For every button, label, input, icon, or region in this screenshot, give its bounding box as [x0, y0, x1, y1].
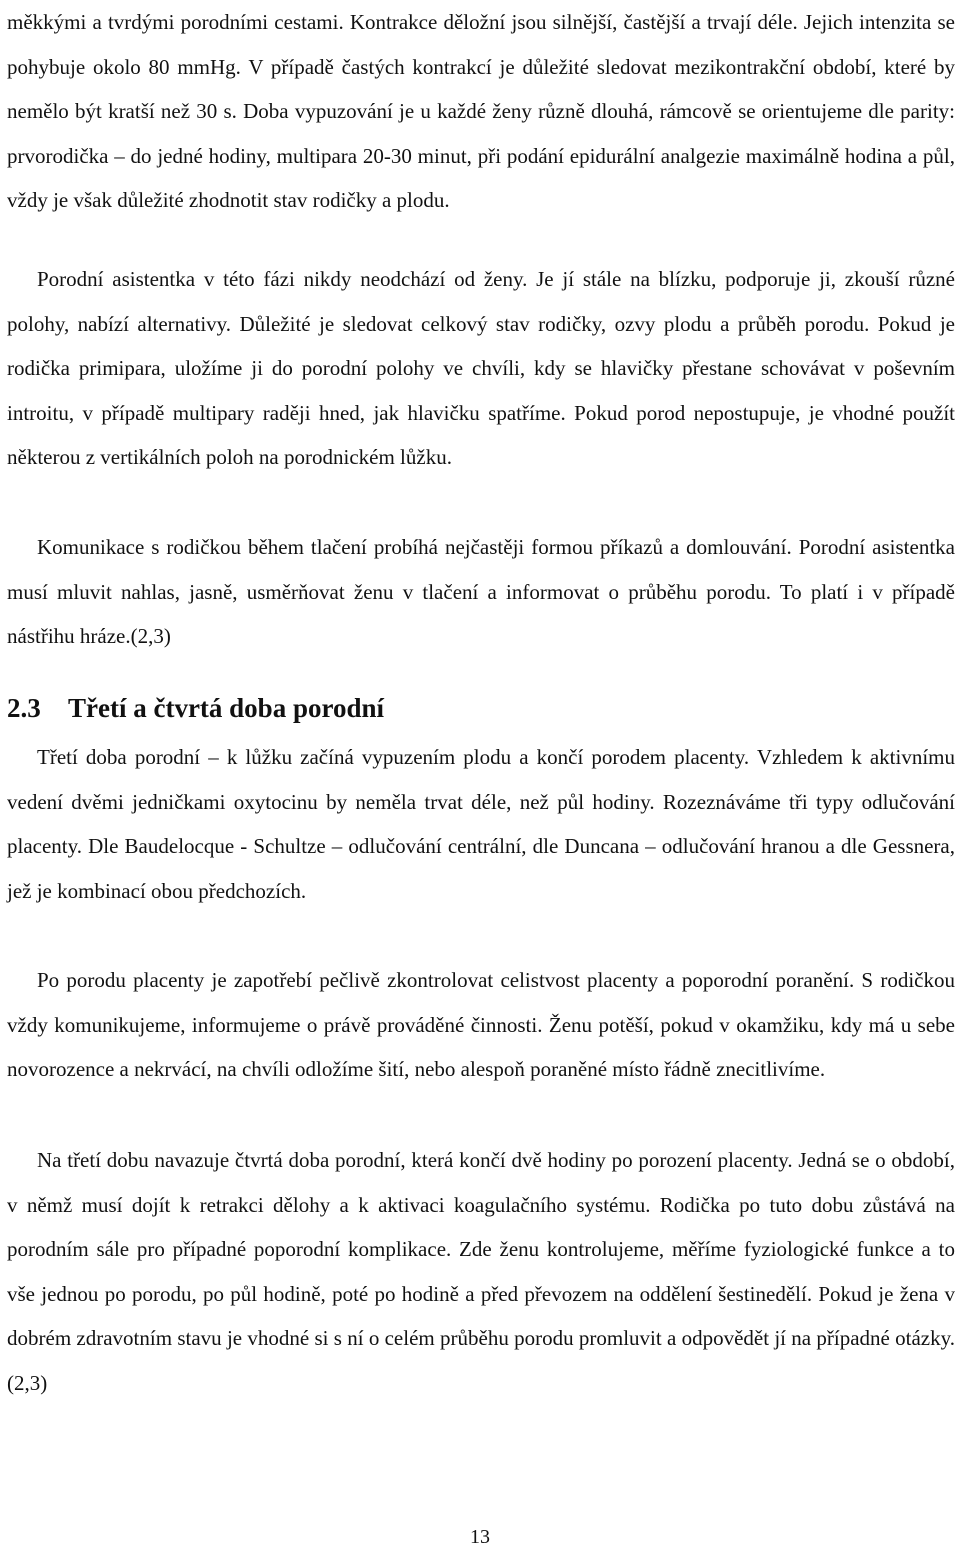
- section-title: Třetí a čtvrtá doba porodní: [68, 693, 384, 723]
- paragraph: Po porodu placenty je zapotřebí pečlivě zkontrolovat celistvost placenty a poporodní poranění. S rodičkou vždy komunikujeme, informujeme o právě prováděné činnosti. Ženu potěší, pokud v okamžiku, kdy má u sebe novorozence a nekrvácí, na chvíli odložíme šití, nebo alespoň poraněné místo řádně znecitlivíme.: [7, 968, 955, 1082]
- page-number: 13: [470, 1526, 490, 1548]
- section-heading: [7, 688, 384, 728]
- paragraph: Komunikace s rodičkou během tlačení probíhá nejčastěji formou příkazů a domlouvání. Porodní asistentka musí mluvit nahlas, jasně, usměrňovat ženu v tlačení a informovat o průběhu porodu. To platí i v případě nástřihu hráze.(2,3): [7, 535, 955, 649]
- section-number: 2.3: [7, 693, 41, 723]
- paragraph: Porodní asistentka v této fázi nikdy neodchází od ženy. Je jí stále na blízku, podporuje ji, zkouší různé polohy, nabízí alternativy. Důležité je sledovat celkový stav rodičky, ozvy plodu a průběh porodu. Pokud je rodička primipara, uložíme ji do porodní polohy ve chvíli, kdy se hlavičky přestane schovávat v poševním introitu, v případě multipary raději hned, jak hlavičku spatříme. Pokud porod nepostupuje, je vhodné použít některou z vertikálních poloh na porodnickém lůžku.: [7, 267, 955, 470]
- paragraph: měkkými a tvrdými porodními cestami. Kontrakce děložní jsou silnější, častější a trvají déle. Jejich intenzita se pohybuje okolo 80 mmHg. V případě častých kontrakcí je důležité sledovat mezikontrakční období, které by nemělo být kratší než 30 s. Doba vypuzování je u každé ženy různě dlouhá, rámcově se orientujeme dle parity: prvorodička – do jedné hodiny, multipara 20-30 minut, při podání epidurální analgezie maximálně hodina a půl, vždy je však důležité zhodnotit stav rodičky a plodu.: [7, 10, 955, 213]
- paragraph: Na třetí dobu navazuje čtvrtá doba porodní, která končí dvě hodiny po porození placenty. Jedná se o období, v němž musí dojít k retrakci dělohy a k aktivaci koagulačního systému. Rodička po tuto dobu zůstává na porodním sále pro případné poporodní komplikace. Zde ženu kontrolujeme, měříme fyziologické funkce a to vše jednou po porodu, po půl hodině, poté po hodině a před převozem na oddělení šestinedělí. Pokud je žena v dobrém zdravotním stavu je vhodné si s ní o celém průběhu porodu promluvit a odpovědět jí na případné otázky.(2,3): [7, 1148, 955, 1395]
- paragraph: Třetí doba porodní – k lůžku začíná vypuzením plodu a končí porodem placenty. Vzhledem k aktivnímu vedení dvěmi jedničkami oxytocinu by neměla trvat déle, než půl hodiny. Rozeznáváme tři typy odlučování placenty. Dle Baudelocque - Schultze – odlučování centrální, dle Duncana – odlučování hranou a dle Gessnera, jež je kombinací obou předchozích.: [7, 745, 955, 903]
